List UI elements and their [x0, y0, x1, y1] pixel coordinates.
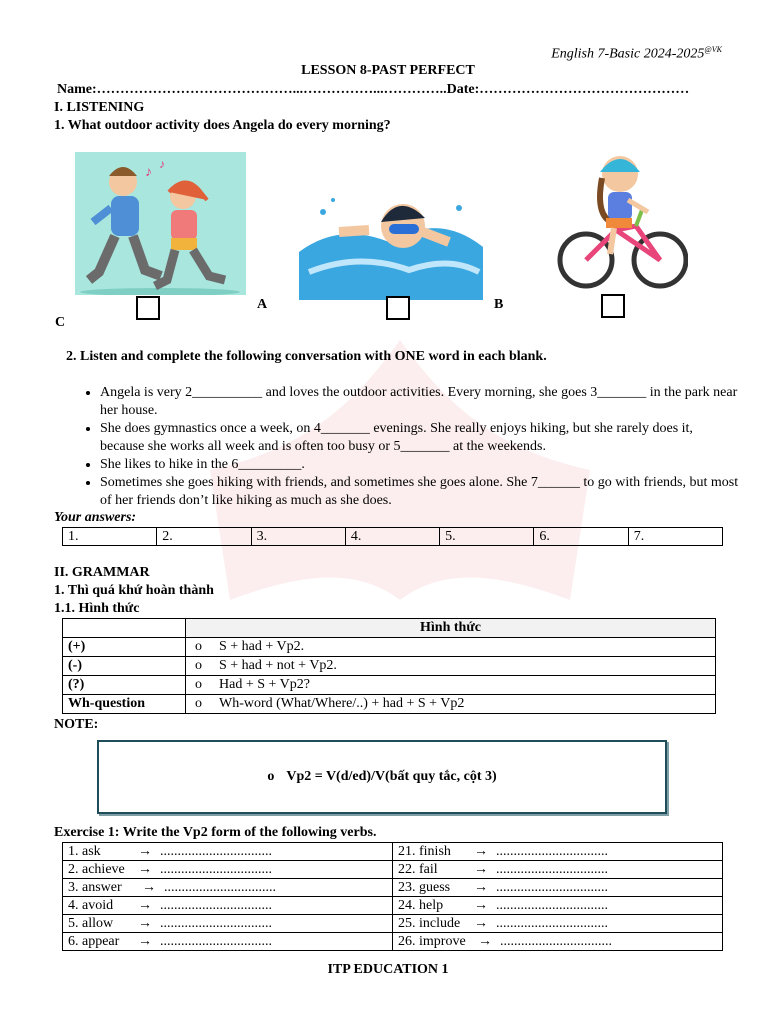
exercise-row: 4. avoid → ................................: [63, 897, 393, 915]
question-1: 1. What outdoor activity does Angela do every morning?: [54, 118, 391, 133]
option-b-checkbox[interactable]: [386, 296, 410, 320]
list-item: • She likes to hike in the 6_________.: [100, 456, 740, 474]
exercise-row: 21. finish → ................................: [393, 843, 723, 861]
cycling-girl-image: [556, 150, 688, 300]
answer-cell-4[interactable]: 4.: [345, 528, 439, 546]
form-label-question: (?): [63, 676, 186, 695]
name-date-line: Name:……………………………………...……………...…………..Date:………………………………………: [57, 82, 690, 97]
exercise-row: 23. guess → ................................: [393, 879, 723, 897]
form-label-wh: Wh-question: [63, 695, 186, 714]
form-negative: o S + had + not + Vp2.: [186, 657, 716, 676]
footer: ITP EDUCATION 1: [327, 962, 449, 977]
swimming-boy-image: [299, 152, 483, 300]
note-text: Vp2 = V(d/ed)/V(bất quy tắc, cột 3): [286, 769, 497, 784]
note-label: NOTE:: [54, 717, 99, 732]
answer-cell-2[interactable]: 2.: [157, 528, 251, 546]
answers-label: Your answers:: [54, 510, 137, 525]
answers-table: [62, 527, 723, 546]
form-label-positive: (+): [63, 638, 186, 657]
option-b-label: B: [494, 297, 504, 312]
exercise-row: 5. allow → ................................: [63, 915, 393, 933]
form-subheading: 1.1. Hình thức: [54, 601, 140, 616]
list-item: • Sometimes she goes hiking with friends, and sometimes she goes alone. She 7______ to go with friends, but most of her friends don’t like hiking as much as she does.: [100, 474, 740, 510]
question-2: 2. Listen and complete the following conversation with ONE word in each blank.: [66, 349, 547, 364]
grammar-heading: 1. Thì quá khứ hoàn thành: [54, 583, 214, 598]
form-table: [62, 618, 716, 714]
form-table-header: Hình thức: [186, 619, 716, 638]
exercise-row: 3. answer → ................................: [63, 879, 393, 897]
course-header: English 7-Basic $2024-2025^{@VK}$: [551, 45, 722, 62]
exercise-row: 24. help → ................................: [393, 897, 723, 915]
answer-cell-3[interactable]: 3.: [251, 528, 345, 546]
exercise-title: Exercise 1: Write the Vp2 form of the following verbs.: [54, 825, 377, 840]
list-item: • She does gymnastics once a week, on 4_______ evenings. She really enjoys hiking, but she rarely does it, because she works all week and is often too busy or 5_______ at the weekends.: [100, 420, 740, 456]
exercise-row: 25. include → ................................: [393, 915, 723, 933]
conversation-list: [76, 384, 740, 510]
svg-text:♪: ♪: [145, 165, 152, 180]
exercise-row: 26. improve → ................................: [393, 933, 723, 951]
option-c-label: C: [55, 315, 66, 330]
lesson-title: LESSON 8-PAST PERFECT: [301, 63, 475, 78]
form-label-negative: (-): [63, 657, 186, 676]
section-grammar: II. GRAMMAR: [54, 565, 150, 580]
form-question: o Had + S + Vp2?: [186, 676, 716, 695]
exercise-table: [62, 842, 723, 951]
answer-cell-7[interactable]: 7.: [628, 528, 722, 546]
option-a-checkbox[interactable]: [136, 296, 160, 320]
option-c-checkbox[interactable]: [601, 294, 625, 318]
section-listening: I. LISTENING: [54, 100, 145, 115]
exercise-row: 2. achieve → ................................: [63, 861, 393, 879]
form-wh: o Wh-word (What/Where/..) + had + S + Vp2: [186, 695, 716, 714]
form-positive: o S + had + Vp2.: [186, 638, 716, 657]
exercise-row: 6. appear → ................................: [63, 933, 393, 951]
answer-cell-1[interactable]: 1.: [63, 528, 157, 546]
answer-cell-5[interactable]: 5.: [440, 528, 534, 546]
list-item: • Angela is very 2__________ and loves the outdoor activities. Every morning, she goes 3_______ in the park near her house.: [100, 384, 740, 420]
running-people-image: [75, 152, 246, 295]
exercise-row: 22. fail → ................................: [393, 861, 723, 879]
option-a-label: A: [257, 297, 268, 312]
svg-text:♪: ♪: [159, 157, 165, 171]
exercise-row: 1. ask → ................................: [63, 843, 393, 861]
answer-cell-6[interactable]: 6.: [534, 528, 628, 546]
note-box: o Vp2 = V(d/ed)/V(bất quy tắc, cột 3): [97, 740, 667, 814]
